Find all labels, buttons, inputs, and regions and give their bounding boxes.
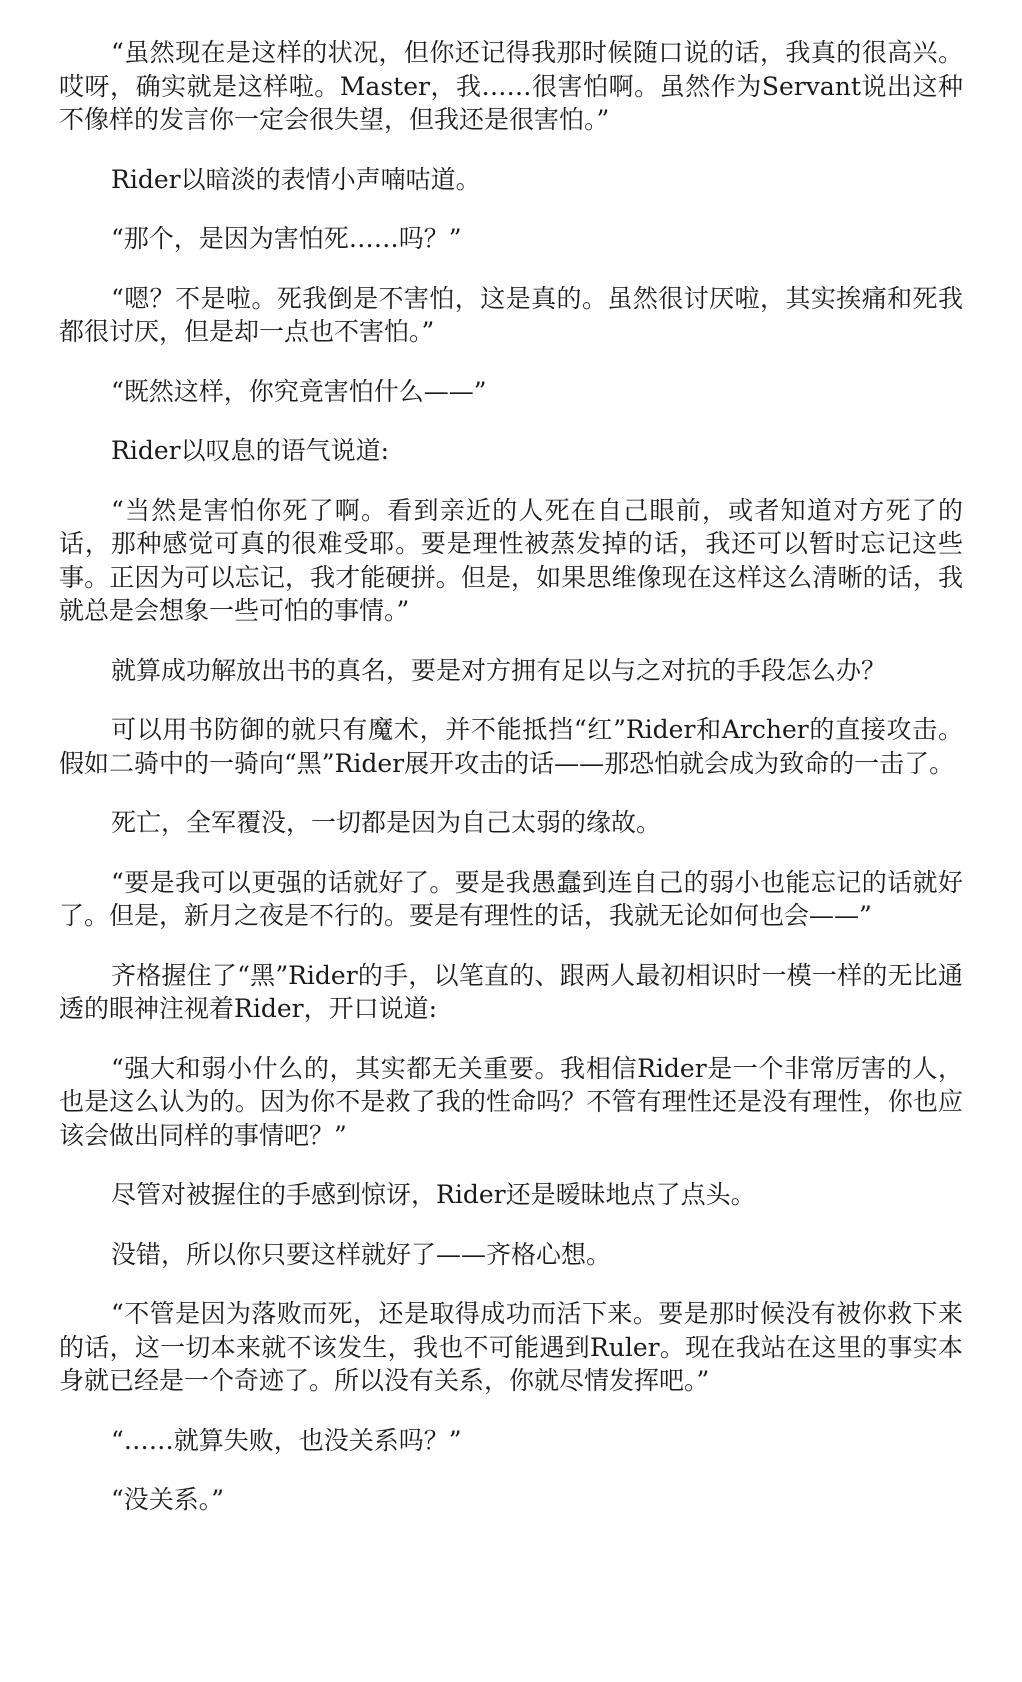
paragraph: 没错，所以你只要这样就好了——齐格心想。 bbox=[111, 1239, 612, 1269]
paragraph: “那个，是因为害怕死……吗？” bbox=[111, 224, 462, 253]
paragraph: “不管是因为落败而死，还是取得成功而活下来。要是那时候没有被你救下来的话，这一切本来就不该发生，我也不可能遇到Ruler。现在我站在这里的事实本身就已经是一个奇迹了。所以没有关系，你就尽情发挥吧。” bbox=[59, 1299, 963, 1395]
paragraph: 尽管对被握住的手感到惊讶，Rider还是暧昧地点了点头。 bbox=[111, 1180, 756, 1209]
paragraph: “……就算失败，也没关系吗？” bbox=[111, 1425, 462, 1455]
paragraph: Rider以叹息的语气说道: bbox=[111, 436, 389, 465]
body-text bbox=[59, 36, 963, 1543]
paragraph: “强大和弱小什么的，其实都无关重要。我相信Rider是一个非常厉害的人，也是这么认为的。因为你不是救了我的性命吗？不管有理性还是没有理性，你也应该会做出同样的事情吧？” bbox=[59, 1053, 963, 1150]
paragraph: 可以用书防御的就只有魔术，并不能抵挡“红”Rider和Archer的直接攻击。假如二骑中的一骑向“黑”Rider展开攻击的话——那恐怕就会成为致命的一击了。 bbox=[59, 715, 963, 778]
paragraph: “没关系。” bbox=[111, 1485, 225, 1514]
paragraph: “当然是害怕你死了啊。看到亲近的人死在自己眼前，或者知道对方死了的话，那种感觉可真的很难受耶。要是理性被蒸发掉的话，我还可以暂时忘记这些事。正因为可以忘记，我才能硬拼。但是，如果思维像现在这样这么清晰的话，我就总是会想象一些可怕的事情。” bbox=[59, 495, 963, 625]
paragraph: “虽然现在是这样的状况，但你还记得我那时候随口说的话，我真的很高兴。哎呀，确实就是这样啦。Master，我……很害怕啊。虽然作为Servant说出这种不像样的发言你一定会很失望，但我还是很害怕。” bbox=[59, 38, 963, 134]
paragraph: 齐格握住了“黑”Rider的手，以笔直的、跟两人最初相识时一模一样的无比通透的眼神注视着Rider，开口说道: bbox=[59, 960, 963, 1023]
paragraph: 就算成功解放出书的真名，要是对方拥有足以与之对抗的手段怎么办？ bbox=[111, 655, 887, 685]
paragraph: “嗯？不是啦。死我倒是不害怕，这是真的。虽然很讨厌啦，其实挨痛和死我都很讨厌，但是却一点也不害怕。” bbox=[59, 283, 963, 346]
paragraph: “要是我可以更强的话就好了。要是我愚蠢到连自己的弱小也能忘记的话就好了。但是，新月之夜是不行的。要是有理性的话，我就无论如何也会——” bbox=[59, 867, 963, 930]
paragraph: Rider以暗淡的表情小声喃咕道。 bbox=[111, 164, 481, 194]
paragraph: 死亡，全军覆没，一切都是因为自己太弱的缘故。 bbox=[111, 808, 662, 837]
paragraph: “既然这样，你究竟害怕什么——” bbox=[111, 376, 487, 406]
